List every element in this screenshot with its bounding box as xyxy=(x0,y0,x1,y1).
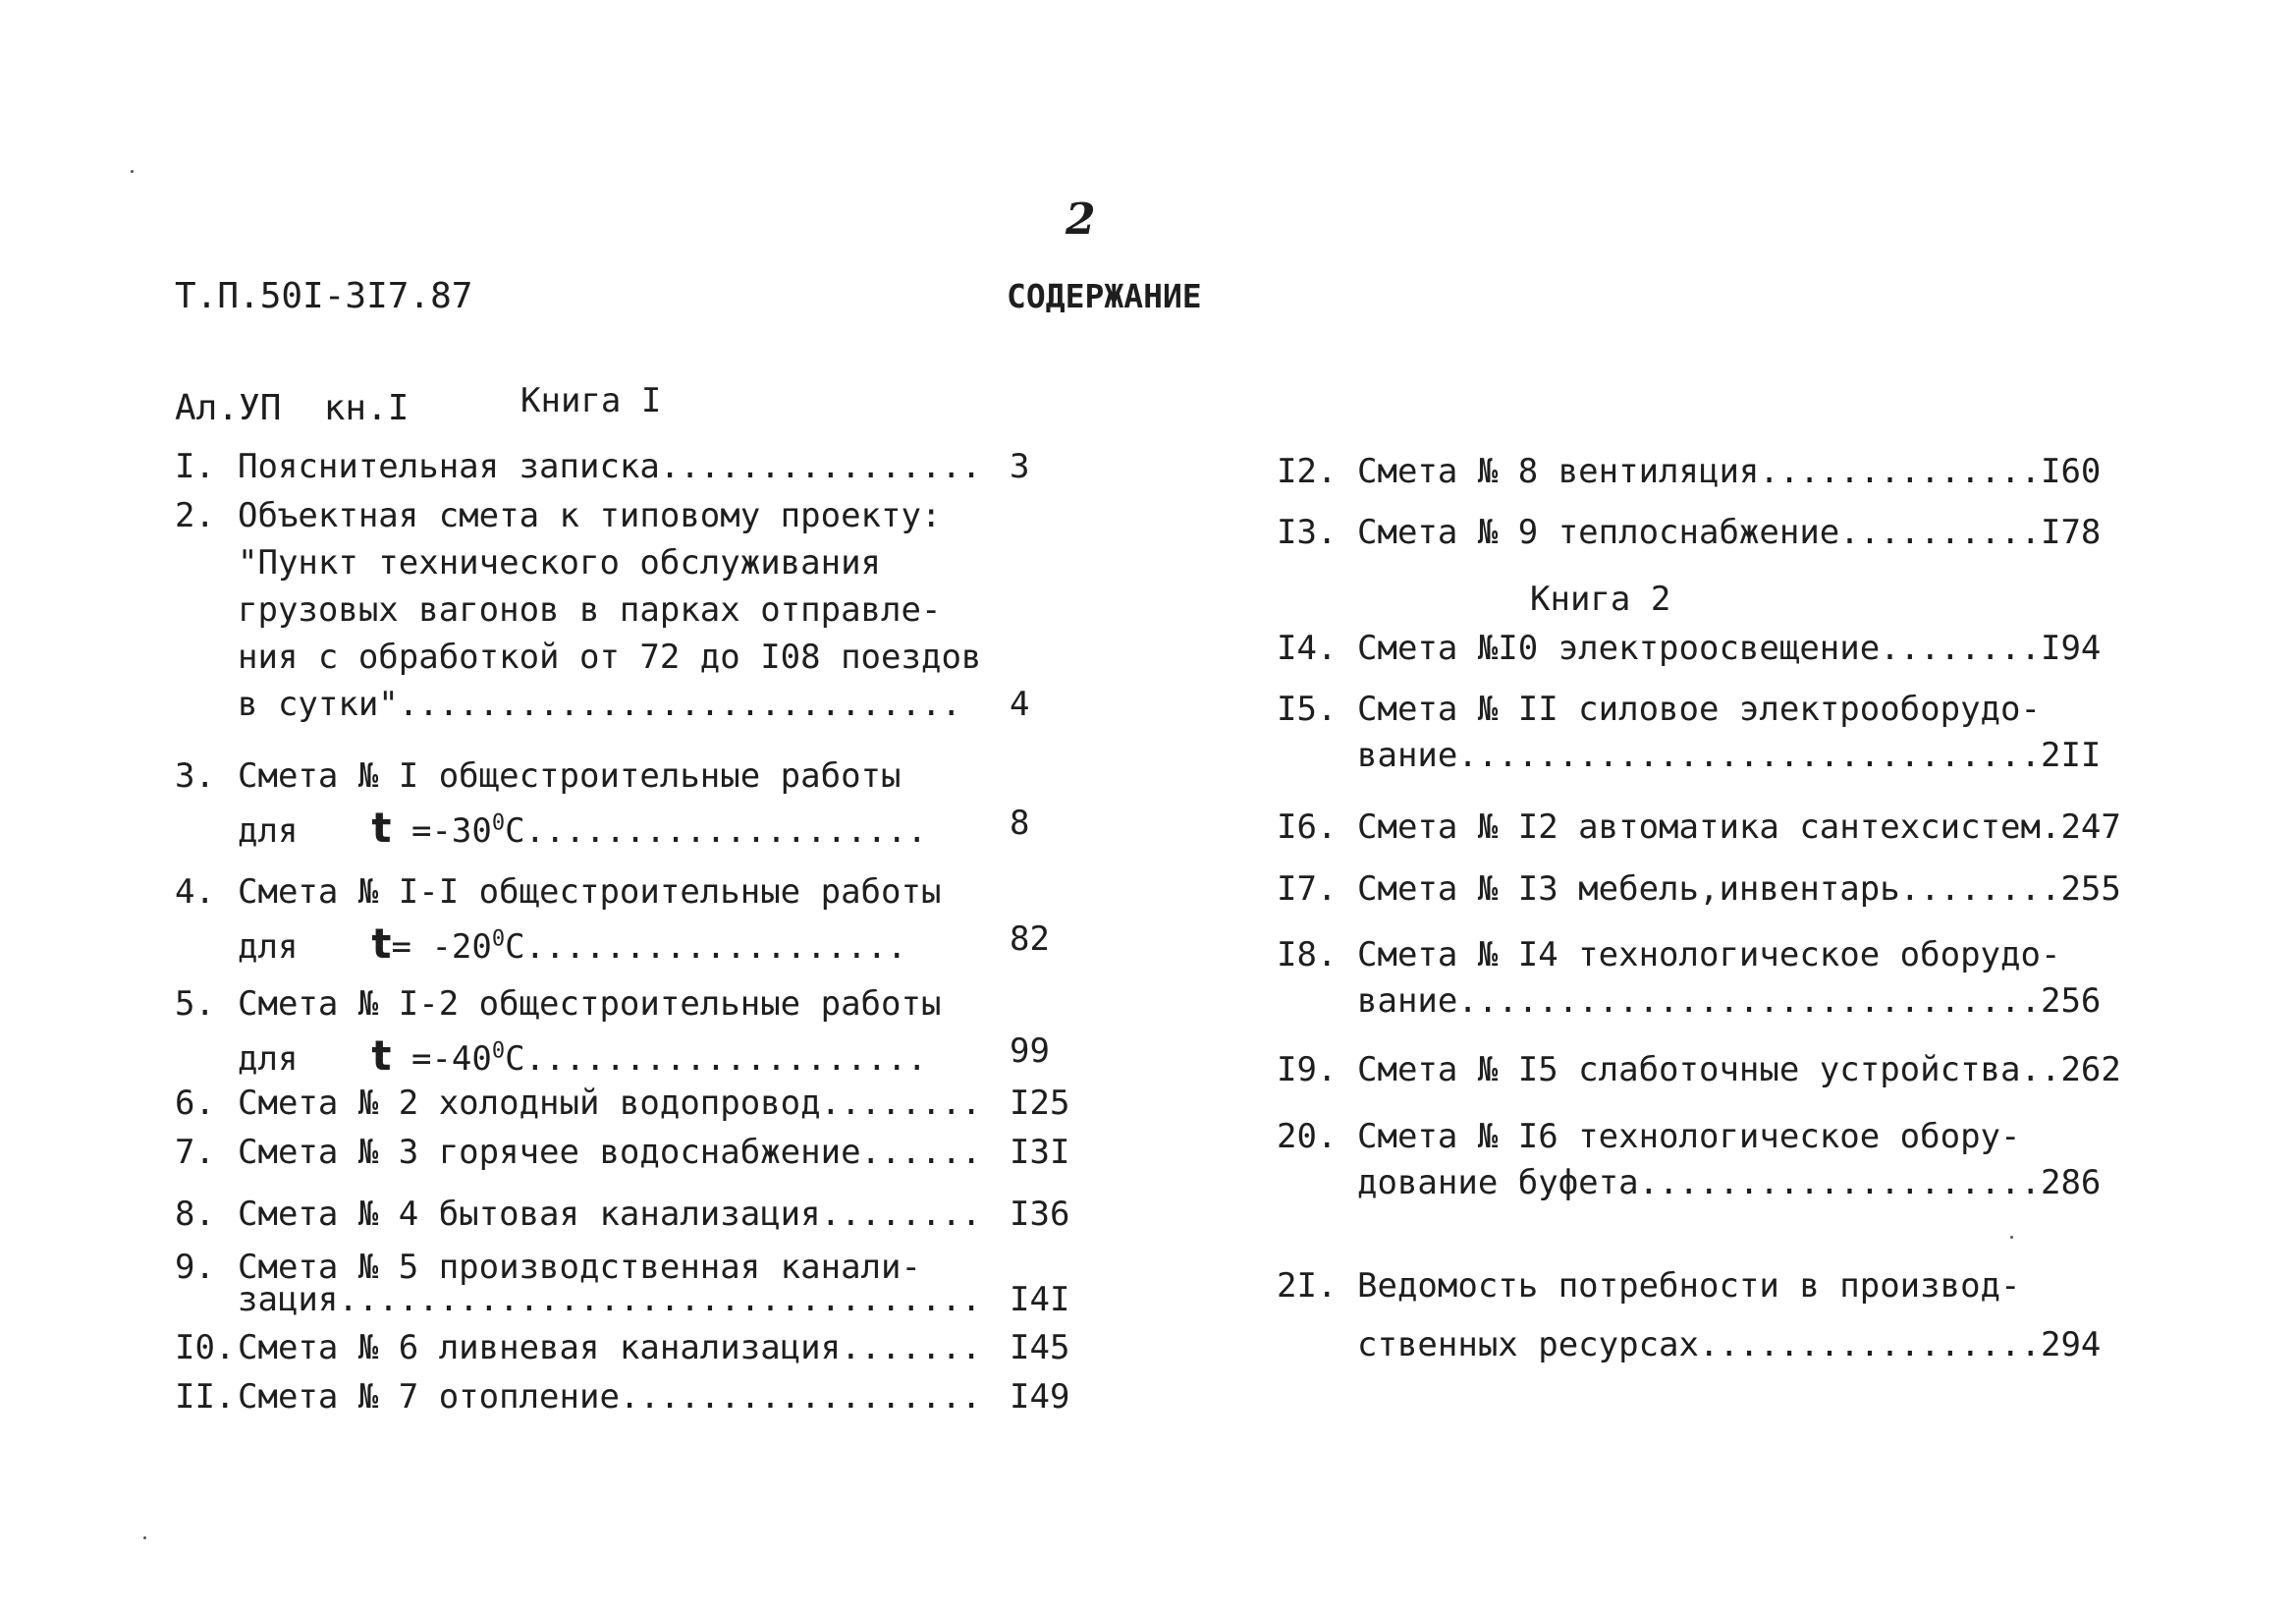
entry-number: 20. xyxy=(1277,1117,1338,1156)
entry-text-line: Смета № 7 отопление.................. xyxy=(238,1377,982,1417)
entry-text-line: "Пункт технического обслуживания xyxy=(238,543,882,583)
entry-text-line: Смета № 4 бытовая канализация........ xyxy=(238,1195,982,1234)
temperature-symbol: t xyxy=(371,804,392,852)
entry-page-number: I36 xyxy=(1010,1195,1070,1234)
entry-text-line: Объектная смета к типовому проекту: xyxy=(238,496,942,535)
entry-text-line: зация................................ xyxy=(238,1280,982,1319)
entry-page-number: 99 xyxy=(1010,1031,1050,1071)
entry-page-number: I3I xyxy=(1010,1133,1070,1172)
entry-text-line: Смета № 2 холодный водопровод........ xyxy=(238,1084,982,1123)
formula-unit-dots: С.................... xyxy=(505,811,927,851)
formula-value: = -20 xyxy=(391,927,492,967)
entry-text-line: грузовых вагонов в парках отправле- xyxy=(238,590,942,630)
entry-text-line: в сутки"............................ xyxy=(238,685,961,724)
entry-text-line: Смета № I5 слаботочные устройства..262 xyxy=(1357,1050,2121,1089)
entry-text-line: Смета № 6 ливневая канализация....... xyxy=(238,1328,982,1367)
entry-text-line: Ведомость потребности в производ- xyxy=(1357,1266,2021,1306)
entry-number: 5. xyxy=(175,984,215,1024)
entry-number: 6. xyxy=(175,1084,215,1123)
entry-text-line: Смета № II силовое электрооборудо- xyxy=(1357,690,2041,729)
entry-page-number: 3 xyxy=(1010,447,1030,486)
entry-page-number: 82 xyxy=(1010,919,1050,959)
scan-speck xyxy=(143,1536,146,1539)
entry-text-line: дование буфета....................286 xyxy=(1357,1163,2102,1202)
document-code-line-1: Т.П.50I-3I7.87 xyxy=(175,276,473,316)
entry-text-line: ния с обработкой от 72 до I08 поездов xyxy=(238,638,982,677)
temperature-symbol: t xyxy=(371,919,392,968)
entry-text-line: Смета № 5 производственная канали- xyxy=(238,1248,921,1287)
degree-symbol: 0 xyxy=(491,926,506,952)
entry-number: I0. xyxy=(175,1328,236,1367)
formula-unit-dots: С................... xyxy=(505,927,907,967)
entry-text-line: Смета №I0 электроосвещение........I94 xyxy=(1357,629,2102,668)
scan-speck xyxy=(2010,1236,2013,1239)
entry-text-line: Смета № 9 теплоснабжение..........I78 xyxy=(1357,513,2102,552)
page-title: СОДЕРЖАНИЕ xyxy=(1007,277,1202,315)
entry-text-line: Смета № I6 технологическое обору- xyxy=(1357,1117,2021,1156)
entry-number: I. xyxy=(175,447,215,486)
entry-number: 2. xyxy=(175,496,215,535)
entry-number: I3. xyxy=(1277,513,1338,552)
degree-symbol: 0 xyxy=(491,1038,506,1064)
entry-number: II. xyxy=(175,1377,236,1417)
entry-text-line: для $t= -20^0С$................... xyxy=(238,919,907,968)
entry-text-line: для $t =-30^0С$.................... xyxy=(238,804,927,852)
entry-text-line: Смета № I2 автоматика сантехсистем.247 xyxy=(1357,807,2121,847)
entry-text-line: Пояснительная записка................ xyxy=(238,447,982,486)
formula-unit-dots: С.................... xyxy=(505,1039,927,1079)
formula-value: =-30 xyxy=(391,811,492,851)
entry-text-line: вание.............................256 xyxy=(1357,981,2102,1021)
entry-number: I5. xyxy=(1277,690,1338,729)
entry-number: I4. xyxy=(1277,629,1338,668)
entry-number: 3. xyxy=(175,756,215,796)
entry-page-number: I49 xyxy=(1010,1377,1070,1417)
entry-page-number: 4 xyxy=(1010,685,1030,724)
formula-value: =-40 xyxy=(391,1039,492,1079)
entry-page-number: I25 xyxy=(1010,1084,1070,1123)
temperature-symbol: t xyxy=(371,1031,392,1080)
entry-text-line: Смета № I общестроительные работы xyxy=(238,756,902,796)
entry-text-line: Смета № I-2 общестроительные работы xyxy=(238,984,942,1024)
book-2-heading: Книга 2 xyxy=(1530,580,1671,619)
entry-number: I2. xyxy=(1277,452,1338,491)
entry-text-line: Смета № I4 технологическое оборудо- xyxy=(1357,935,2061,974)
entry-number: I7. xyxy=(1277,869,1338,909)
entry-text-line: Смета № 8 вентиляция..............I60 xyxy=(1357,452,2102,491)
entry-number: 4. xyxy=(175,872,215,912)
degree-symbol: 0 xyxy=(491,810,506,836)
entry-text-line: для $t =-40^0С$.................... xyxy=(238,1031,927,1080)
entry-number: 2I. xyxy=(1277,1266,1338,1306)
entry-page-number: I45 xyxy=(1010,1328,1070,1367)
entry-number: I9. xyxy=(1277,1050,1338,1089)
entry-number: 9. xyxy=(175,1248,215,1287)
page-number: 2 xyxy=(1066,195,1096,245)
entry-number: 7. xyxy=(175,1133,215,1172)
entry-text-line: Смета № I-I общестроительные работы xyxy=(238,872,942,912)
entry-text-line: Смета № I3 мебель,инвентарь........255 xyxy=(1357,869,2121,909)
entry-number: 8. xyxy=(175,1195,215,1234)
entry-text-line: Смета № 3 горячее водоснабжение...... xyxy=(238,1133,982,1172)
entry-number: I6. xyxy=(1277,807,1338,847)
entry-page-number: 8 xyxy=(1010,804,1030,843)
entry-text-line: вание.............................2II xyxy=(1357,736,2102,775)
scan-speck xyxy=(131,170,134,173)
entry-page-number: I4I xyxy=(1010,1280,1070,1319)
entry-text-line: ственных ресурсах.................294 xyxy=(1357,1325,2102,1364)
document-code-line-2: Ал.УП кн.I xyxy=(175,388,410,428)
book-1-heading: Книга I xyxy=(520,381,662,420)
document-code xyxy=(175,203,472,465)
entry-number: I8. xyxy=(1277,935,1338,974)
